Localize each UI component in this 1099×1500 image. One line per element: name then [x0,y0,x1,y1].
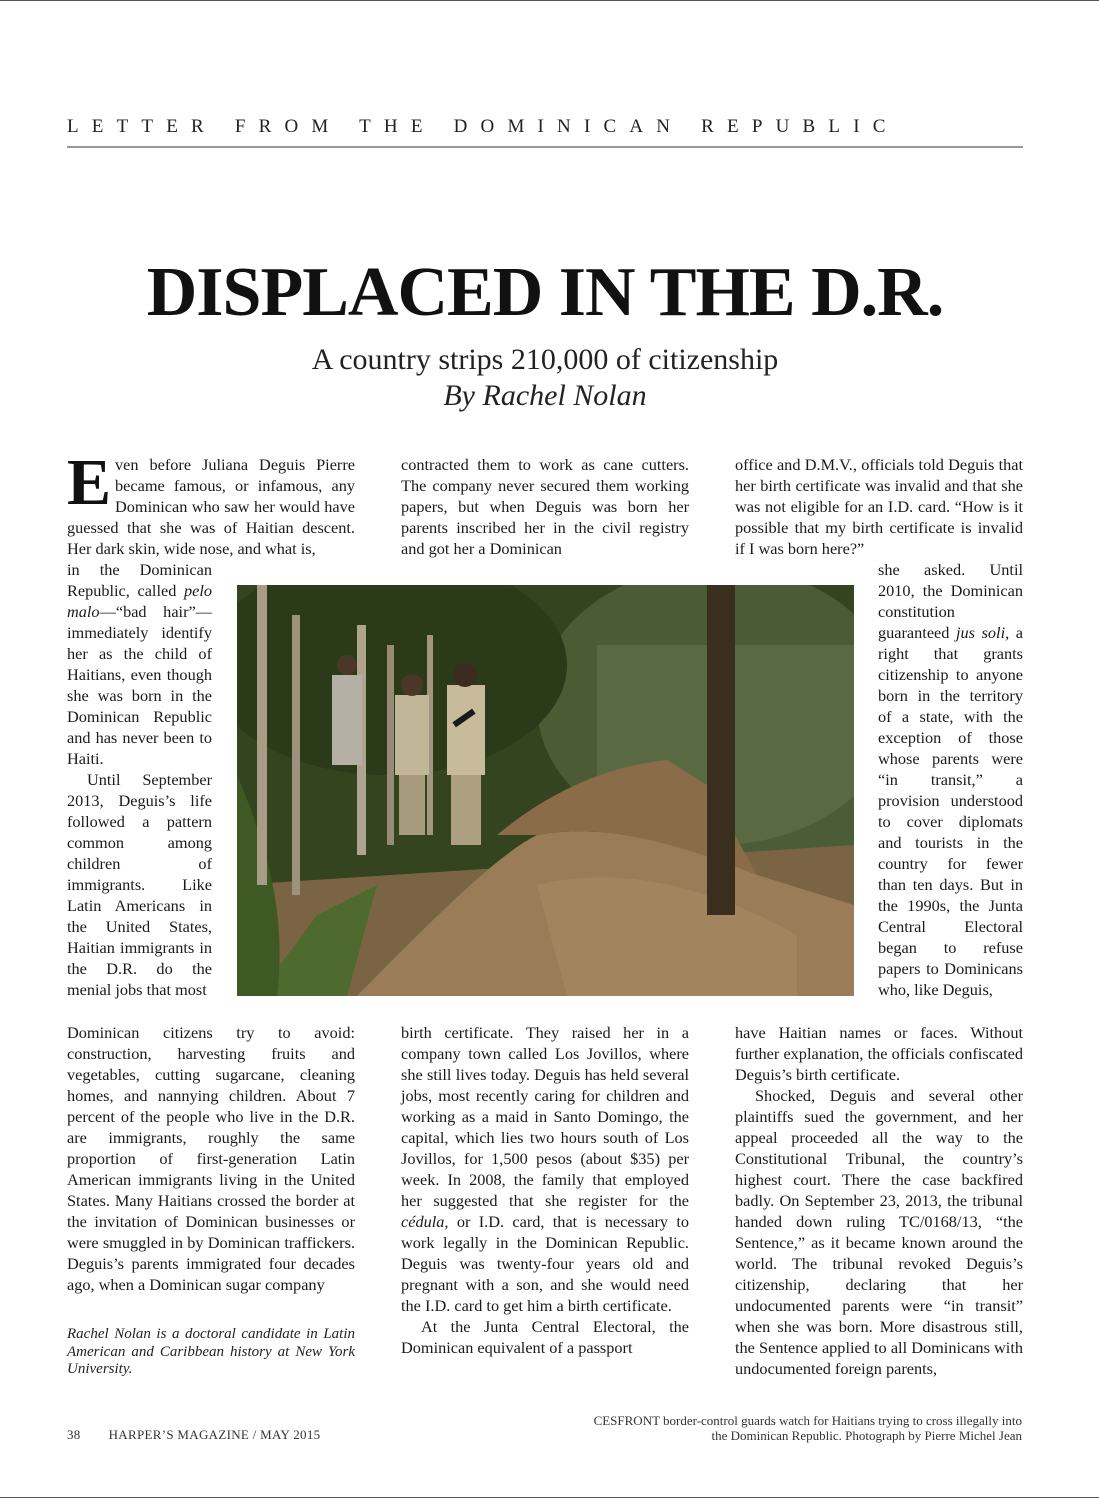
headline: DISPLACED IN THE D.R. [146,254,944,331]
col1-narrow-text-b: —“bad hair”—immediately identify her as the child of Haitians, even though she was born in the Dominican Republic and has never been to Haiti. [67,602,212,768]
col3-narrow-text-a: she asked. Until 2010, the Dominican constitution guaranteed [878,560,1023,642]
col3-narrow-text-b: a right that grants citizenship to anyone born in the territory of a state, with the exception of those whose parents were “in transit,” a provision understood to cover diplomats and tourists in the country for fewer than ten days. But in the 1990s, the Junta Central Electoral began to refuse papers to Dominicans who, like Deguis, [878,623,1023,999]
col2-bottom-text-b: or I.D. card, that is necessary to work legally in the Dominican Republic. Deguis was twenty-four years old and pregnant with a son, and she would need the I.D. card to get him a birth certificate. [401,1212,690,1315]
column-3-top [735,454,1023,559]
column-1-narrow [67,559,212,1000]
column-3-narrow [878,559,1023,1000]
column-1-bottom [67,1022,355,1295]
photo-illustration [237,585,854,996]
col2-bottom-paragraph-2: At the Junta Central Electoral, the Dominican equivalent of a passport [401,1317,689,1357]
publication-line: HARPER’S MAGAZINE / MAY 2015 [108,1427,321,1442]
photo-caption: CESFRONT border-control guards watch for Haitians trying to cross illegally into the Dominican Republic. Photograph by Pierre Michel Jean [593,1413,1022,1443]
col3-italic-term: jus soli, [956,623,1010,642]
column-2-bottom [401,1022,689,1358]
column-1-top [67,446,355,559]
author-bio: Rachel Nolan is a doctoral candidate in Latin American and Caribbean history at New York University. [67,1326,355,1377]
bottom-border [0,1497,1099,1498]
col3-top-text: office and D.M.V., officials told Deguis that her birth certificate was invalid and that she was not eligible for an I.D. card. “How is it possible that my birth certificate is invalid if I was born here?” [735,455,1023,558]
col1-top-text: ven before Juliana Deguis Pierre became famous, or infamous, any Dominican who saw her would have guessed that she was of Haitian descent. Her dark skin, wide nose, and what is, [67,455,355,558]
col1-italic-term: pelo malo [67,581,212,621]
column-3-bottom [735,1022,1023,1379]
col1-narrow-text-a: in the Dominican Republic, called [67,560,212,600]
article-photograph [237,585,854,996]
col1-bottom-text: Dominican citizens try to avoid: construction, harvesting fruits and vegetables, cutting sugarcane, cleaning homes, and nannying children. About 7 percent of the people who live in the D.R. are immigrants, roughly the same proportion of first-generation Latin American immigrants living in the United States. Many Haitians crossed the border at the invitation of Dominican businesses or were smuggled in by Dominican traffickers. Deguis’s parents immigrated four decades ago, when a Dominican sugar company [67,1023,355,1294]
byline: By Rachel Nolan [443,379,647,412]
col2-bottom-text-a: birth certificate. They raised her in a company town called Los Jovillos, where she still lives today. Deguis has held several jobs, most recently caring for children and working as a maid in Santo Domingo, the capital, which lies two hours south of Los Jovillos, for 1,500 pesos (about $35) per week. In 2008, the family that employed her suggested that she register for the [401,1023,689,1210]
col2-italic-term: cédula, [401,1212,449,1231]
section-rule [67,146,1023,148]
page-footer [67,1427,320,1443]
page-number: 38 [67,1427,81,1442]
col3-bottom-paragraph-1: have Haitian names or faces. Without further explanation, the officials confiscated Deguis’s birth certificate. [735,1023,1023,1084]
section-label: LETTER FROM THE DOMINICAN REPUBLIC [67,116,899,137]
top-border [0,0,1099,1]
col1-narrow-paragraph-2: Until September 2013, Deguis’s life followed a pattern common among children of immigrants. Like Latin Americans in the United States, Haitian immigrants in the D.R. do the menial jobs that most [67,770,212,999]
subhead: A country strips 210,000 of citizenship [311,343,779,376]
drop-cap: E [67,446,112,519]
column-2-top [401,454,689,559]
col2-top-text: contracted them to work as cane cutters. The company never secured them working papers, but when Deguis was born her parents inscribed her in the civil registry and got her a Dominican [401,455,689,558]
col3-bottom-paragraph-2: Shocked, Deguis and several other plaintiffs sued the government, and her appeal proceeded all the way to the Constitutional Tribunal, the country’s highest court. There the case backfired badly. On September 23, 2013, the tribunal handed down ruling TC/0168/13, “the Sentence,” as it became known around the world. The tribunal revoked Deguis’s citizenship, declaring that her undocumented parents were “in transit” when she was born. More disastrous still, the Sentence applied to all Dominicans with undocumented foreign parents, [735,1086,1023,1378]
